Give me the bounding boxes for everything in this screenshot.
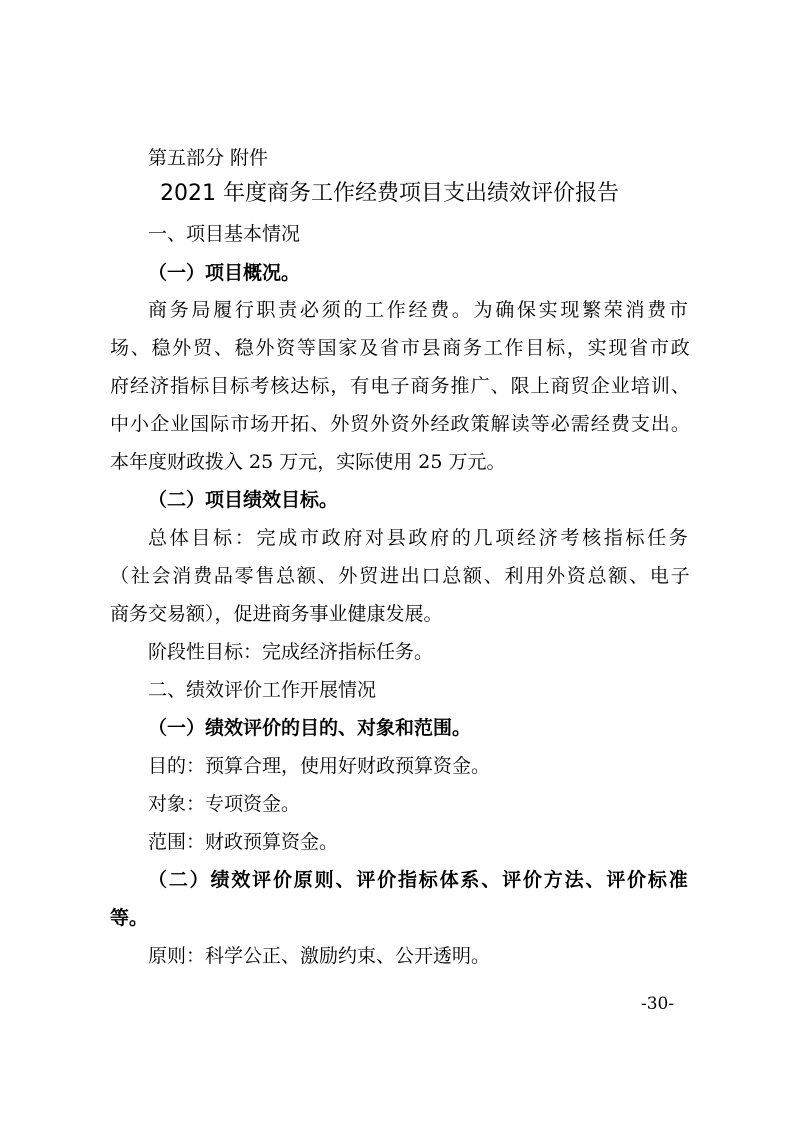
paragraph-line: 中 小 企 业 国 际 市 场 开 拓 、 外 贸 外 资 外 经 政 策 解 读 等 必 需 经 费 支 出 。: [110, 413, 690, 435]
paragraph-line: 对象：专项资金。: [148, 793, 301, 815]
paragraph-line: （ 社 会 消 费 品 零 售 总 额 、 外 贸 进 出 口 总 额 、 利 用 外 资 总 额 、 电 子: [110, 565, 690, 587]
subsection-heading: （一）项目概况。: [148, 262, 301, 284]
subsection-heading: （二）项目绩效目标。: [148, 489, 339, 511]
paragraph-line: 商务交易额），促进商务事业健康发展。: [110, 603, 443, 625]
paragraph-line: 商 务 局 履 行 职 责 必 须 的 工 作 经 费 。 为 确 保 实 现 繁 荣 消 费 市: [148, 299, 688, 321]
paragraph-line: 总 体 目 标 ： 完 成 市 政 府 对 县 政 府 的 几 项 经 济 考 核 指 标 任 务: [148, 527, 688, 549]
subsection-heading: 等。: [110, 907, 149, 929]
paragraph-line: 阶段性目标：完成经济指标任务。: [148, 641, 434, 663]
paragraph-line: 场 、 稳 外 贸 、 稳 外 资 等 国 家 及 省 市 县 商 务 工 作 目 标 ， 实 现 省 市 政: [110, 337, 690, 359]
paragraph-line: 原则：科学公正、激励约束、公开透明。: [148, 945, 491, 967]
report-title: 2021 年度商务工作经费项目支出绩效评价报告: [160, 181, 619, 206]
page-number: -30-: [641, 994, 675, 1014]
subsection-heading: （一）绩效评价的目的、对象和范围。: [148, 717, 472, 739]
paragraph-line: 本年度财政拨入 25 万元，实际使用 25 万元。: [110, 451, 506, 473]
paragraph-line: 府 经 济 指 标 目 标 考 核 达 标 ， 有 电 子 商 务 推 广 、 限 上 商 贸 企 业 培 训 、: [110, 375, 690, 397]
paragraph-line: 目的：预算合理，使用好财政预算资金。: [148, 755, 491, 777]
subsection-heading: （ 二 ） 绩 效 评 价 原 则 、 评 价 指 标 体 系 、 评 价 方 法 、 评 价 标 准: [148, 869, 688, 891]
part-heading: 第五部分 附件: [148, 147, 269, 169]
paragraph-line: 范围：财政预算资金。: [148, 831, 339, 853]
section-heading: 一、项目基本情况: [148, 223, 301, 245]
section-heading: 二、绩效评价工作开展情况: [148, 679, 377, 701]
